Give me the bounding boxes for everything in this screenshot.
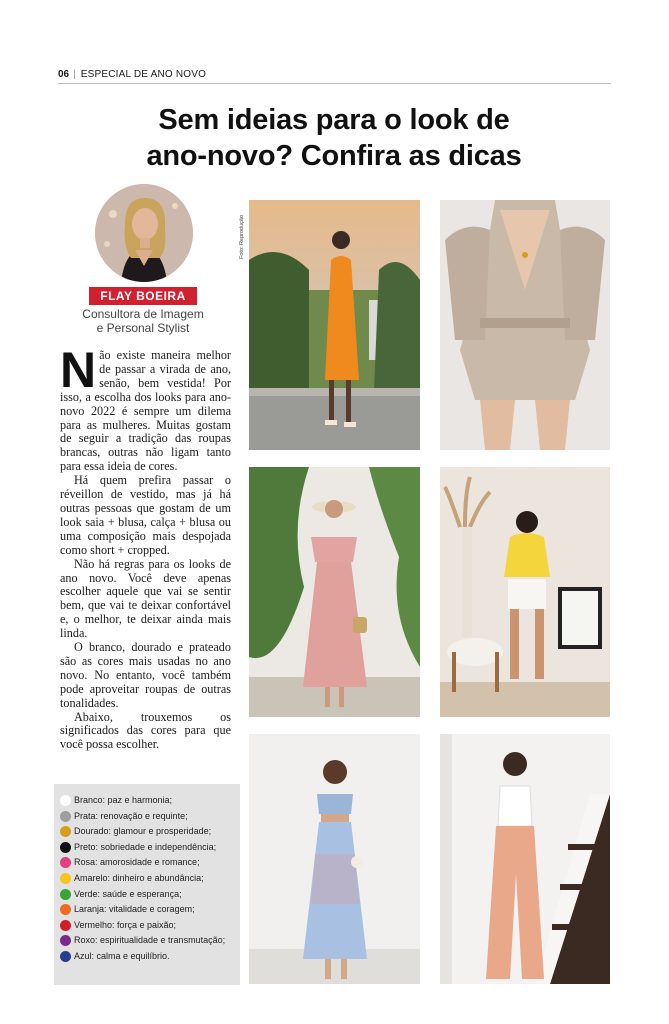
color-meaning-text: Rosa: amorosidade e romance; bbox=[74, 857, 200, 868]
color-meaning-item bbox=[60, 811, 234, 822]
color-meaning-text: Verde: saúde e esperança; bbox=[74, 888, 182, 899]
color-meaning-item bbox=[60, 951, 234, 962]
color-meaning-text: Amarelo: dinheiro e abundância; bbox=[74, 872, 204, 883]
color-dot-icon bbox=[60, 857, 71, 868]
article-body bbox=[60, 342, 231, 752]
page-number: 06 bbox=[58, 69, 70, 80]
color-dot-icon bbox=[60, 904, 71, 915]
photo-yellow-top bbox=[440, 467, 610, 717]
color-meanings-box bbox=[54, 784, 240, 985]
photo-blue-skirt bbox=[249, 734, 420, 984]
photo-pink-dress bbox=[249, 467, 420, 717]
color-meaning-text: Roxo: espiritualidade e transmutação; bbox=[74, 935, 226, 946]
color-dot-icon bbox=[60, 920, 71, 931]
blue-skirt-photo-illustration bbox=[249, 734, 420, 984]
drop-cap: N bbox=[60, 342, 97, 398]
color-meaning-text: Preto: sobriedade e independência; bbox=[74, 841, 217, 852]
article-paragraph: Não há regras para os looks de ano novo. Você deve apenas escolher aquele que vai se sentir bem, que vai te deixar confortável e, o melhor, te deixar ainda mais linda. bbox=[60, 556, 231, 641]
color-meaning-item bbox=[60, 795, 234, 806]
color-meaning-item bbox=[60, 842, 234, 853]
color-dot-icon bbox=[60, 951, 71, 962]
color-meaning-item bbox=[60, 904, 234, 915]
color-meaning-text: Branco: paz e harmonia; bbox=[74, 795, 173, 805]
section-name: ESPECIAL DE ANO NOVO bbox=[80, 69, 207, 80]
article-paragraph: Há quem prefira passar o réveillon de vestido, mas já há outras pessoas que gostam de um look saia + blusa, calça + blusa ou uma composição mais despojada como short + cropped. bbox=[60, 473, 231, 557]
color-meaning-item bbox=[60, 873, 234, 884]
color-meaning-item bbox=[60, 935, 234, 946]
author-role bbox=[60, 307, 226, 335]
article-paragraph: Não existe maneira melhor de passar a virada de ano, senão, bem vestida! Por isso, a escolha dos looks para ano-novo 2022 é sempre um dilema para as mulheres. Muitas gostam de seguir a tradição das roupas brancas, outras não ligam tanto para essa ideia de cores. bbox=[60, 342, 231, 474]
color-meaning-item bbox=[60, 889, 234, 900]
color-meaning-item bbox=[60, 826, 234, 837]
color-dot-icon bbox=[60, 795, 71, 806]
photo-credit: Foto: Reprodução bbox=[239, 214, 245, 259]
color-dot-icon bbox=[60, 811, 71, 822]
color-meaning-text: Vermelho: força e paixão; bbox=[74, 919, 177, 930]
color-dot-icon bbox=[60, 842, 71, 853]
title-line-2: ano-novo? Confira as dicas bbox=[146, 140, 522, 172]
color-dot-icon bbox=[60, 826, 71, 837]
color-meaning-item bbox=[60, 857, 234, 868]
yellow-top-photo-illustration bbox=[440, 467, 610, 717]
author-name-badge: FLAY BOEIRA bbox=[89, 287, 197, 305]
color-meaning-text: Prata: renovação e requinte; bbox=[74, 810, 188, 821]
page-title bbox=[60, 102, 608, 174]
color-dot-icon bbox=[60, 935, 71, 946]
color-dot-icon bbox=[60, 873, 71, 884]
author-role-line-1: Consultora de Imagem bbox=[82, 307, 204, 321]
author-avatar bbox=[95, 184, 193, 282]
author-portrait-illustration bbox=[95, 184, 193, 282]
color-meaning-text: Laranja: vitalidade e coragem; bbox=[74, 904, 195, 915]
color-dot-icon bbox=[60, 889, 71, 900]
sequin-romper-photo-illustration bbox=[440, 200, 610, 450]
page-header bbox=[58, 68, 611, 84]
color-meaning-item bbox=[60, 920, 234, 931]
color-meaning-text: Azul: calma e equilíbrio. bbox=[74, 950, 170, 961]
photo-salmon-trousers bbox=[440, 734, 610, 984]
header-separator: | bbox=[73, 69, 76, 80]
orange-dress-photo-illustration bbox=[249, 200, 420, 450]
salmon-trousers-photo-illustration bbox=[440, 734, 610, 984]
article-paragraph: Abaixo, trouxemos os significados das cores para que você possa escolher. bbox=[60, 709, 231, 752]
photo-sequin-romper bbox=[440, 200, 610, 450]
color-meaning-text: Dourado: glamour e prosperidade; bbox=[74, 826, 212, 837]
author-role-line-2: e Personal Stylist bbox=[96, 321, 190, 335]
photo-orange-dress bbox=[249, 200, 420, 450]
pink-dress-photo-illustration bbox=[249, 467, 420, 717]
article-paragraph: O branco, dourado e prateado são as cores mais usadas no ano novo. No entanto, você também pode aproveitar roupas de outras tonalidades. bbox=[60, 640, 231, 710]
title-line-1: Sem ideias para o look de bbox=[158, 104, 510, 136]
